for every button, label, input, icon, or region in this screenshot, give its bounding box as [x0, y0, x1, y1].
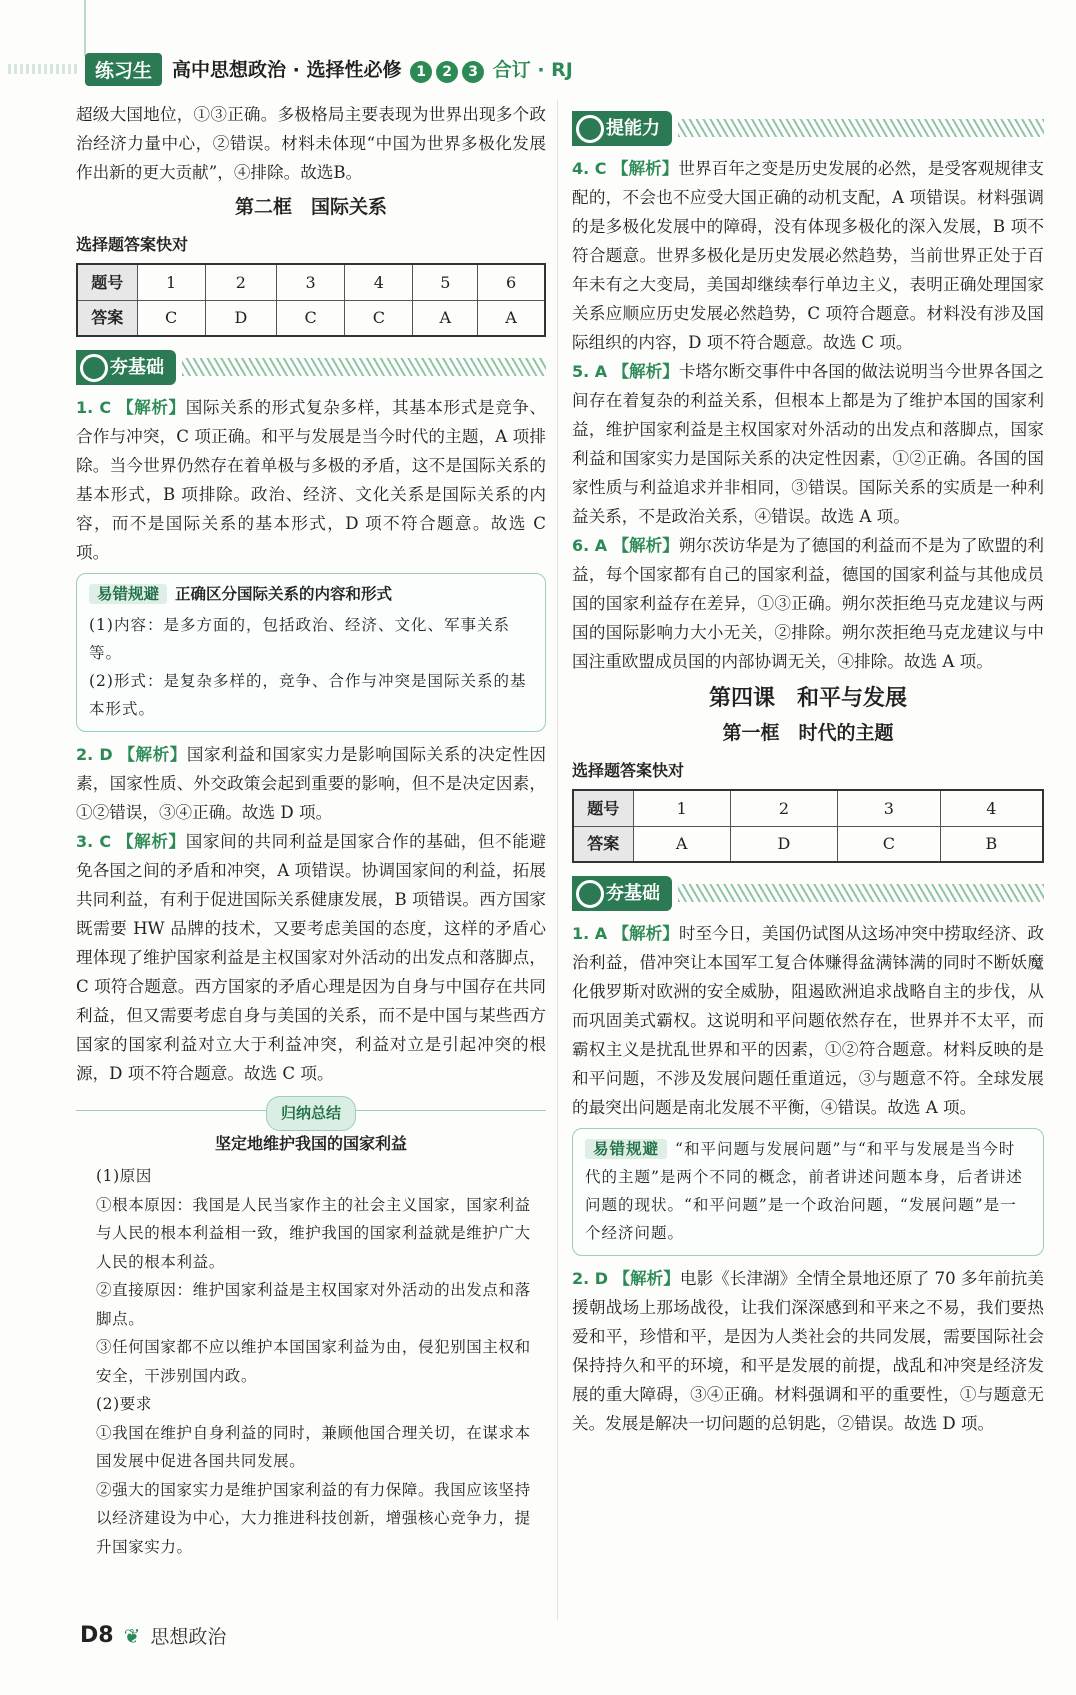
- section-ability-label: 提能力: [572, 111, 672, 146]
- section-stripe: [678, 884, 1044, 902]
- table-cell: B: [940, 826, 1043, 862]
- analysis-tag: 【解析】: [612, 535, 679, 555]
- error-tip-tag: 易错规避: [89, 584, 167, 604]
- section-stripe: [678, 119, 1044, 137]
- section-basic: [572, 873, 1044, 913]
- frame-title: 第二框 国际关系: [234, 196, 387, 218]
- analysis-tag: 【解析】: [118, 744, 187, 764]
- question-number: 5. A: [572, 362, 608, 381]
- summary-title: 坚定地维护我国的国家利益: [214, 1134, 407, 1153]
- table-row: [77, 264, 545, 300]
- analysis-tag: 【解析】: [117, 831, 186, 851]
- answer-table: [76, 263, 546, 337]
- header-stripes: [8, 64, 80, 74]
- left-column: [76, 100, 546, 1561]
- error-tip-head: [89, 580, 533, 609]
- question-number: 2. D: [572, 1269, 609, 1288]
- analysis-tag: 【解析】: [613, 1268, 680, 1288]
- table-cell: A: [413, 300, 478, 336]
- analysis-tag: 【解析】: [611, 158, 679, 178]
- question-4: [572, 154, 1044, 357]
- answer-table: [572, 789, 1044, 863]
- subject-label: 思想政治: [150, 1626, 227, 1648]
- table-cell: D: [730, 826, 837, 862]
- table-cell: C: [276, 300, 344, 336]
- section-stripe: [182, 358, 546, 376]
- question-text: 国家间的共同利益是国家合作的基础，但不能避免各国之间的矛盾和冲突，A 项错误。协调国家间的利益，拓展共同利益，有利于促进国际关系健康发展，B 项错误。西方国家既需要 HW 品牌的技术，又要考虑美国的态度，这样的矛盾心理体现了维护国家利益是主权国家对外活动的出发点和落脚点，C 项符合题意。西方国家的矛盾心理是因为自身与中国存在共同利益，但又需要考虑自身与美国的关系，而不是中国与某些西方国家的国家利益对立大于利益冲突，利益对立是引起冲突的根源，D 项不符合题意。故选 C 项。: [76, 832, 547, 1083]
- leaf-icon: ❦: [123, 1623, 141, 1648]
- question-number: 1. C: [76, 398, 112, 417]
- error-tip-tag: 易错规避: [585, 1139, 667, 1159]
- table-row-label: 题号: [77, 264, 137, 300]
- error-tip-title: 正确区分国际关系的内容和形式: [175, 585, 393, 603]
- series-badge: 练习生: [85, 53, 162, 86]
- lesson-title: 第四课 和平与发展: [708, 686, 907, 711]
- question-text: 朔尔茨访华是为了德国的利益而不是为了欧盟的利益，每个国家都有自己的国家利益，德国的国家利益与其他成员国的国家利益存在差异，①③正确。朔尔茨拒绝马克龙建议与两国的国际影响力大小无关，②排除。朔尔茨拒绝马克龙建议与中国注重欧盟成员国的内部协调无关，④排除。故选 A 项。: [572, 536, 1045, 671]
- question-2: [76, 740, 546, 827]
- section-basic-label: 夯基础: [572, 876, 672, 911]
- table-cell: 4: [940, 790, 1043, 826]
- summary-box: [76, 1104, 546, 1561]
- quick-answer-label: 选择题答案快对: [572, 761, 685, 780]
- table-cell: 4: [345, 264, 413, 300]
- table-row: [573, 826, 1043, 862]
- table-cell: 3: [838, 790, 941, 826]
- question-text: 世界百年之变是历史发展的必然，是受客观规律支配的，不会也不应受大国正确的动机支配，A 项错误。材料强调的是多极化发展中的障碍，没有体现多极化的深入发展，B 项不符合题意。世界多极化是历史发展必然趋势，当前世界正处于百年未有之大变局，美国却继续奉行单边主义，表明正确处理国家关系应顺应历史发展必然趋势，C 项符合题意。材料没有涉及国际组织的内容，D 项不符合题意。故选 C 项。: [572, 159, 1045, 352]
- question-text: 时至今日，美国仍试图从这场冲突中捞取经济、政治利益，借冲突让本国军工复合体赚得盆满钵满的同时不断妖魔化俄罗斯对欧洲的安全威胁，阻遏欧洲追求战略自主的步伐，从而巩固美式霸权。这说明和平问题依然存在，世界并不太平，而霸权主义是扰乱世界和平的因素，①②符合题意。材料反映的是和平问题，不涉及发展问题任重道远，③与题意不符。全球发展的最突出问题是南北发展不平衡，④错误。故选 A 项。: [572, 924, 1045, 1117]
- table-row-label: 题号: [573, 790, 633, 826]
- volume-circle-1: 1: [410, 61, 432, 83]
- question-text: 国家利益和国家实力是影响国际关系的决定性因素，国家性质、外交政策会起到重要的影响，但不是决定因素，①②错误，③④正确。故选 D 项。: [76, 745, 546, 822]
- question-number: 2. D: [76, 745, 113, 764]
- summary-tag: 归纳总结: [266, 1096, 356, 1131]
- error-tip-line: (1)内容：是多方面的，包括政治、经济、文化、军事关系等。: [89, 616, 510, 662]
- table-cell: C: [838, 826, 941, 862]
- summary-line: ③任何国家都不应以维护本国国家利益为由，侵犯别国主权和安全，干涉别国内政。: [96, 1338, 531, 1385]
- table-cell: 2: [205, 264, 276, 300]
- table-cell: 2: [730, 790, 837, 826]
- book-title: [172, 55, 573, 83]
- summary-line: ①根本原因：我国是人民当家作主的社会主义国家，国家利益与人民的根本利益相一致，维护我国的国家利益就是维护广大人民的根本利益。: [96, 1195, 531, 1271]
- header-rule: [84, 0, 86, 56]
- question-number: 6. A: [572, 536, 608, 555]
- error-tip-text: “和平问题与发展问题”与“和平与发展是当今时代的主题”是两个不同的概念，前者讲述问题本身，后者讲述问题的现状。“和平问题”是一个政治问题，“发展问题”是一个经济问题。: [585, 1140, 1023, 1242]
- analysis-tag: 【解析】: [612, 923, 679, 943]
- question-number: 4. C: [572, 159, 607, 178]
- question-number: 1. A: [572, 924, 608, 943]
- table-cell: C: [137, 300, 205, 336]
- frame-title: 第一框 时代的主题: [722, 722, 894, 744]
- section-basic-label: 夯基础: [76, 350, 176, 385]
- error-tip-box: [572, 1128, 1044, 1256]
- section-ability: [572, 108, 1044, 148]
- summary-line: (1)原因: [96, 1167, 152, 1185]
- table-row-label: 答案: [573, 826, 633, 862]
- book-title-tail: 合订 · RJ: [492, 59, 573, 81]
- summary-line: ①我国在维护自身利益的同时，兼顾他国合理关切，在谋求本国发展中促进各国共同发展。: [96, 1423, 531, 1470]
- volume-circle-3: 3: [462, 61, 484, 83]
- intro-text: 超级大国地位，①③正确。多极格局主要表现为世界出现多个政治经济力量中心，②错误。材料未体现“中国为世界多极化发展作出新的更大贡献”，④排除。故选B。: [76, 105, 546, 182]
- summary-line: ②强大的国家实力是维护国家利益的有力保障。我国应该坚持以经济建设为中心，大力推进科技创新，增强核心竞争力，提升国家实力。: [96, 1480, 531, 1556]
- table-row-label: 答案: [77, 300, 137, 336]
- question-text: 国际关系的形式复杂多样，其基本形式是竞争、合作与冲突，C 项正确。和平与发展是当今时代的主题，A 项排除。当今世界仍然存在着单极与多极的矛盾，这不是国际关系的基本形式，B 项排除。政治、经济、文化关系是国际关系的内容，而不是国际关系的基本形式，D 项不符合题意。故选 C 项。: [76, 398, 547, 562]
- analysis-tag: 【解析】: [117, 397, 186, 417]
- book-title-main: 高中思想政治 · 选择性必修: [172, 59, 402, 81]
- table-cell: D: [205, 300, 276, 336]
- error-tip-line: (2)形式：是复杂多样的，竞争、合作与冲突是国际关系的基本形式。: [89, 672, 527, 718]
- question-text: 电影《长津湖》全情全景地还原了 70 多年前抗美援朝战场上那场战役，让我们深深感到和平来之不易，我们要热爱和平，珍惜和平，是因为人类社会的共同发展，需要国际社会保持持久和平的环境，和平是发展的前提，战乱和冲突是经济发展的重大障碍，③④正确。材料强调和平的重要性，①与题意无关。发展是解决一切问题的总钥匙，②错误。故选 D 项。: [572, 1269, 1044, 1433]
- question-6: [572, 531, 1044, 676]
- table-cell: C: [345, 300, 413, 336]
- question-1: [76, 393, 546, 567]
- error-tip-line: [585, 1135, 1031, 1247]
- right-column: [572, 108, 1044, 1438]
- page-number: D8: [80, 1623, 114, 1648]
- question-3: [76, 827, 546, 1088]
- table-row: [77, 300, 545, 336]
- summary-line: ②直接原因：维护国家利益是主权国家对外活动的出发点和落脚点。: [96, 1281, 531, 1328]
- summary-line: (2)要求: [96, 1395, 152, 1413]
- table-cell: 3: [276, 264, 344, 300]
- section-basic: [76, 347, 546, 387]
- table-cell: 1: [137, 264, 205, 300]
- table-cell: 6: [478, 264, 545, 300]
- column-divider: [557, 100, 558, 1620]
- analysis-tag: 【解析】: [612, 361, 679, 381]
- question-r2: [572, 1264, 1044, 1438]
- question-5: [572, 357, 1044, 531]
- question-number: 3. C: [76, 832, 112, 851]
- table-cell: A: [633, 826, 730, 862]
- page-header: [85, 52, 573, 86]
- question-r1: [572, 919, 1044, 1122]
- error-tip-box: [76, 573, 546, 732]
- table-cell: 5: [413, 264, 478, 300]
- table-row: [573, 790, 1043, 826]
- volume-circle-2: 2: [436, 61, 458, 83]
- page-footer: [80, 1622, 226, 1649]
- quick-answer-label: 选择题答案快对: [76, 235, 189, 254]
- question-text: 卡塔尔断交事件中各国的做法说明当今世界各国之间存在着复杂的利益关系，但根本上都是为了维护本国的国家利益，维护国家利益是主权国家对外活动的出发点和落脚点，国家利益和国家实力是国际关系的决定性因素，①②正确。各国的国家性质与利益追求并非相同，③错误。国际关系的实质是一种利益关系，不是政治关系，④错误。故选 A 项。: [572, 362, 1045, 526]
- table-cell: A: [478, 300, 545, 336]
- table-cell: 1: [633, 790, 730, 826]
